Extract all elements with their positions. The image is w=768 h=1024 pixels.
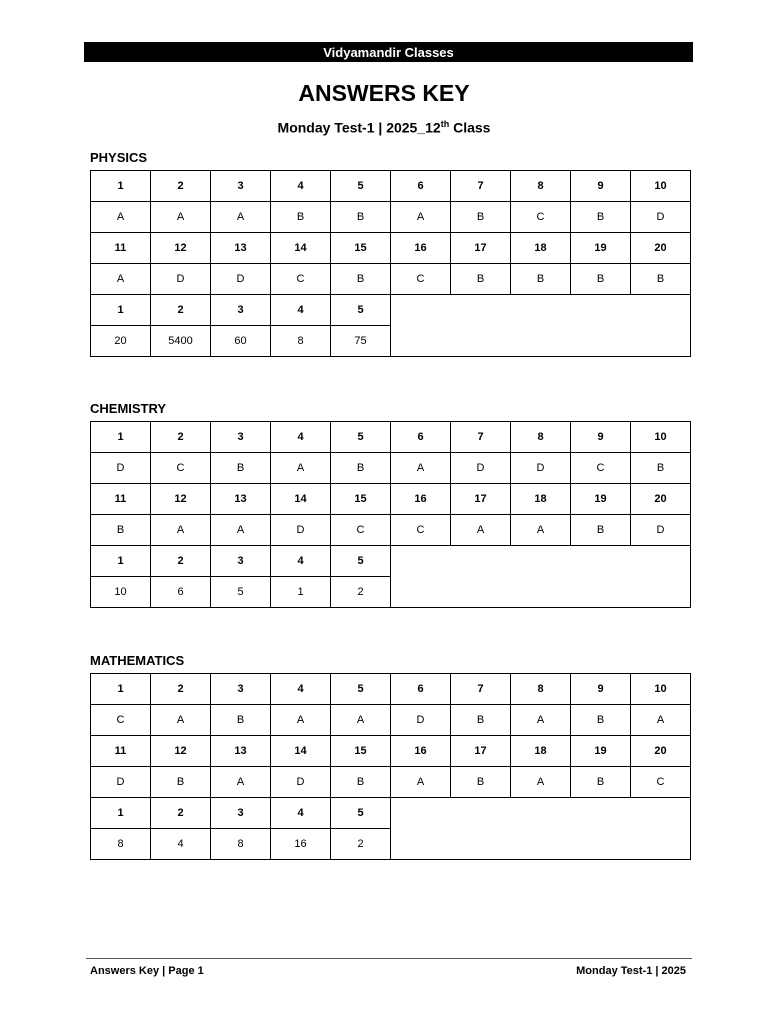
question-number-cell: 10 — [631, 674, 691, 705]
question-number-cell: 4 — [271, 295, 331, 326]
answer-cell: D — [91, 453, 151, 484]
answer-cell: A — [511, 767, 571, 798]
question-number-cell: 11 — [91, 484, 151, 515]
empty-cell — [391, 798, 691, 860]
question-number-cell: 4 — [271, 171, 331, 202]
answer-cell: B — [331, 453, 391, 484]
question-number-cell: 8 — [511, 674, 571, 705]
answer-cell: D — [91, 767, 151, 798]
answer-cell: B — [571, 767, 631, 798]
answer-row — [91, 515, 691, 546]
answer-table — [90, 673, 691, 860]
answer-row — [91, 202, 691, 233]
question-number-cell: 3 — [211, 798, 271, 829]
section-title: MATHEMATICS — [90, 653, 185, 668]
question-number-cell: 8 — [511, 422, 571, 453]
answer-cell: C — [571, 453, 631, 484]
question-number-cell: 8 — [511, 171, 571, 202]
question-number-cell: 20 — [631, 484, 691, 515]
answer-cell: B — [151, 767, 211, 798]
answer-cell: D — [631, 202, 691, 233]
answer-cell: D — [391, 705, 451, 736]
answer-cell: 5 — [211, 577, 271, 608]
question-number-cell: 6 — [391, 422, 451, 453]
question-number-cell: 5 — [331, 674, 391, 705]
answer-cell: A — [211, 202, 271, 233]
header-bar — [84, 42, 693, 62]
footer-left: Answers Key | Page 1 — [90, 965, 204, 977]
answer-cell: B — [91, 515, 151, 546]
answer-cell: A — [391, 453, 451, 484]
question-number-cell: 1 — [91, 422, 151, 453]
question-number-cell: 19 — [571, 736, 631, 767]
question-number-cell: 4 — [271, 546, 331, 577]
answer-cell: A — [211, 767, 271, 798]
answer-cell: D — [511, 453, 571, 484]
answer-cell: 8 — [91, 829, 151, 860]
answer-cell: D — [151, 264, 211, 295]
question-number-cell: 16 — [391, 484, 451, 515]
answer-cell: 75 — [331, 326, 391, 357]
question-number-cell: 4 — [271, 798, 331, 829]
answer-cell: A — [391, 767, 451, 798]
section-physics — [90, 150, 692, 357]
question-number-cell: 17 — [451, 736, 511, 767]
question-number-cell: 18 — [511, 233, 571, 264]
question-number-cell: 3 — [211, 295, 271, 326]
footer-right: Monday Test-1 | 2025 — [576, 965, 686, 977]
question-number-cell: 16 — [391, 736, 451, 767]
question-number-cell: 11 — [91, 736, 151, 767]
answer-cell: B — [451, 705, 511, 736]
question-number-row — [91, 295, 691, 326]
answer-cell: B — [271, 202, 331, 233]
question-number-cell: 12 — [151, 736, 211, 767]
question-number-cell: 9 — [571, 674, 631, 705]
answer-cell: A — [271, 705, 331, 736]
answer-table — [90, 170, 691, 357]
page-subtitle — [0, 119, 768, 136]
question-number-cell: 7 — [451, 674, 511, 705]
answer-cell: 20 — [91, 326, 151, 357]
question-number-cell: 3 — [211, 171, 271, 202]
answer-cell: A — [451, 515, 511, 546]
question-number-cell: 1 — [91, 546, 151, 577]
answer-row — [91, 453, 691, 484]
answer-cell: C — [391, 264, 451, 295]
question-number-row — [91, 484, 691, 515]
answer-cell: 8 — [271, 326, 331, 357]
answer-cell: D — [271, 515, 331, 546]
answer-cell: 2 — [331, 829, 391, 860]
question-number-cell: 2 — [151, 422, 211, 453]
footer-divider — [86, 958, 692, 959]
answer-table — [90, 421, 691, 608]
question-number-cell: 5 — [331, 546, 391, 577]
question-number-cell: 13 — [211, 484, 271, 515]
question-number-cell: 7 — [451, 422, 511, 453]
question-number-cell: 3 — [211, 674, 271, 705]
question-number-cell: 2 — [151, 171, 211, 202]
question-number-cell: 2 — [151, 798, 211, 829]
answer-cell: B — [211, 453, 271, 484]
question-number-cell: 16 — [391, 233, 451, 264]
answer-cell: A — [271, 453, 331, 484]
section-title: CHEMISTRY — [90, 401, 167, 416]
question-number-cell: 2 — [151, 295, 211, 326]
question-number-row — [91, 171, 691, 202]
answer-cell: B — [451, 264, 511, 295]
section-mathematics — [90, 653, 692, 860]
answer-cell: B — [631, 453, 691, 484]
question-number-cell: 1 — [91, 295, 151, 326]
question-number-cell: 9 — [571, 422, 631, 453]
answer-cell: B — [331, 767, 391, 798]
question-number-cell: 3 — [211, 546, 271, 577]
question-number-cell: 1 — [91, 171, 151, 202]
answer-cell: D — [631, 515, 691, 546]
answer-cell: 16 — [271, 829, 331, 860]
answer-cell: B — [631, 264, 691, 295]
question-number-cell: 14 — [271, 736, 331, 767]
answer-cell: D — [451, 453, 511, 484]
answer-cell: B — [451, 767, 511, 798]
answer-cell: 4 — [151, 829, 211, 860]
answer-cell: C — [511, 202, 571, 233]
answer-cell: 10 — [91, 577, 151, 608]
question-number-cell: 10 — [631, 171, 691, 202]
answer-cell: 8 — [211, 829, 271, 860]
answer-cell: A — [211, 515, 271, 546]
answer-cell: 2 — [331, 577, 391, 608]
answer-cell: C — [331, 515, 391, 546]
answer-cell: A — [511, 705, 571, 736]
question-number-cell: 7 — [451, 171, 511, 202]
question-number-cell: 2 — [151, 674, 211, 705]
answer-row — [91, 705, 691, 736]
answer-cell: A — [91, 264, 151, 295]
question-number-cell: 17 — [451, 233, 511, 264]
answer-cell: D — [271, 767, 331, 798]
section-title: PHYSICS — [90, 150, 148, 165]
question-number-cell: 17 — [451, 484, 511, 515]
answer-cell: C — [631, 767, 691, 798]
answer-cell: B — [571, 202, 631, 233]
answer-cell: A — [151, 515, 211, 546]
section-chemistry — [90, 401, 692, 608]
question-number-cell: 4 — [271, 674, 331, 705]
answer-cell: A — [151, 705, 211, 736]
page-title: ANSWERS KEY — [298, 80, 470, 106]
question-number-cell: 1 — [91, 798, 151, 829]
question-number-cell: 18 — [511, 484, 571, 515]
question-number-cell: 5 — [331, 422, 391, 453]
question-number-cell: 6 — [391, 674, 451, 705]
empty-cell — [391, 295, 691, 357]
question-number-cell: 11 — [91, 233, 151, 264]
question-number-cell: 19 — [571, 233, 631, 264]
question-number-row — [91, 736, 691, 767]
answer-cell: 6 — [151, 577, 211, 608]
question-number-cell: 4 — [271, 422, 331, 453]
question-number-cell: 12 — [151, 484, 211, 515]
answer-cell: C — [91, 705, 151, 736]
answer-cell: A — [331, 705, 391, 736]
question-number-cell: 5 — [331, 295, 391, 326]
question-number-cell: 15 — [331, 233, 391, 264]
question-number-cell: 18 — [511, 736, 571, 767]
question-number-cell: 19 — [571, 484, 631, 515]
subtitle-suffix: Class — [449, 119, 491, 136]
subtitle-test: Monday Test-1 | 2025_12 — [277, 119, 441, 136]
question-number-cell: 1 — [91, 674, 151, 705]
question-number-row — [91, 546, 691, 577]
question-number-cell: 13 — [211, 233, 271, 264]
answer-cell: C — [151, 453, 211, 484]
answer-cell: A — [391, 202, 451, 233]
answer-cell: B — [571, 264, 631, 295]
answer-cell: D — [211, 264, 271, 295]
answer-cell: B — [451, 202, 511, 233]
question-number-cell: 12 — [151, 233, 211, 264]
question-number-row — [91, 233, 691, 264]
institute-name: Vidyamandir Classes — [323, 44, 454, 60]
question-number-row — [91, 798, 691, 829]
answer-cell: B — [331, 264, 391, 295]
answer-cell: B — [211, 705, 271, 736]
answer-cell: B — [571, 515, 631, 546]
question-number-cell: 20 — [631, 233, 691, 264]
question-number-cell: 15 — [331, 736, 391, 767]
question-number-cell: 5 — [331, 798, 391, 829]
question-number-row — [91, 674, 691, 705]
empty-cell — [391, 546, 691, 608]
question-number-cell: 2 — [151, 546, 211, 577]
answer-cell: B — [511, 264, 571, 295]
answer-cell: A — [91, 202, 151, 233]
answer-row — [91, 767, 691, 798]
question-number-cell: 3 — [211, 422, 271, 453]
question-number-cell: 14 — [271, 484, 331, 515]
question-number-cell: 13 — [211, 736, 271, 767]
question-number-cell: 14 — [271, 233, 331, 264]
answer-cell: A — [151, 202, 211, 233]
question-number-cell: 20 — [631, 736, 691, 767]
question-number-cell: 15 — [331, 484, 391, 515]
answer-cell: B — [331, 202, 391, 233]
answer-cell: C — [391, 515, 451, 546]
answer-cell: C — [271, 264, 331, 295]
answer-cell: 1 — [271, 577, 331, 608]
question-number-row — [91, 422, 691, 453]
answer-cell: B — [571, 705, 631, 736]
subtitle-sup: th — [440, 119, 450, 129]
question-number-cell: 6 — [391, 171, 451, 202]
answer-cell: A — [631, 705, 691, 736]
answer-cell: 60 — [211, 326, 271, 357]
question-number-cell: 10 — [631, 422, 691, 453]
answer-cell: 5400 — [151, 326, 211, 357]
question-number-cell: 5 — [331, 171, 391, 202]
answer-cell: A — [511, 515, 571, 546]
answer-row — [91, 264, 691, 295]
question-number-cell: 9 — [571, 171, 631, 202]
